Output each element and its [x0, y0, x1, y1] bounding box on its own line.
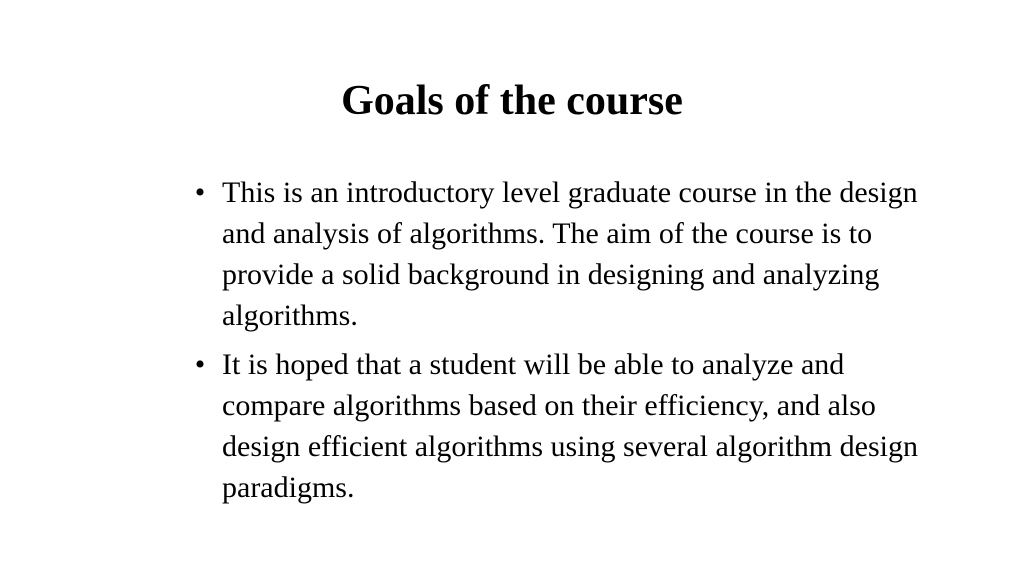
slide-title: Goals of the course: [341, 78, 683, 124]
bullet-icon: •: [194, 348, 206, 381]
bullet-icon: •: [194, 176, 206, 209]
bullet-item: [190, 344, 950, 508]
bullet-item: [190, 172, 950, 336]
bullet-text: This is an introductory level graduate course in the design and analysis of algorithms. The aim of the course is to provide a solid background in designing and analyzing algorithms.: [222, 176, 918, 332]
bullet-text: It is hoped that a student will be able to analyze and compare algorithms based on their efficiency, and also design efficient algorithms using several algorithm design paradigms.: [222, 348, 918, 504]
bullet-list: [190, 172, 950, 516]
